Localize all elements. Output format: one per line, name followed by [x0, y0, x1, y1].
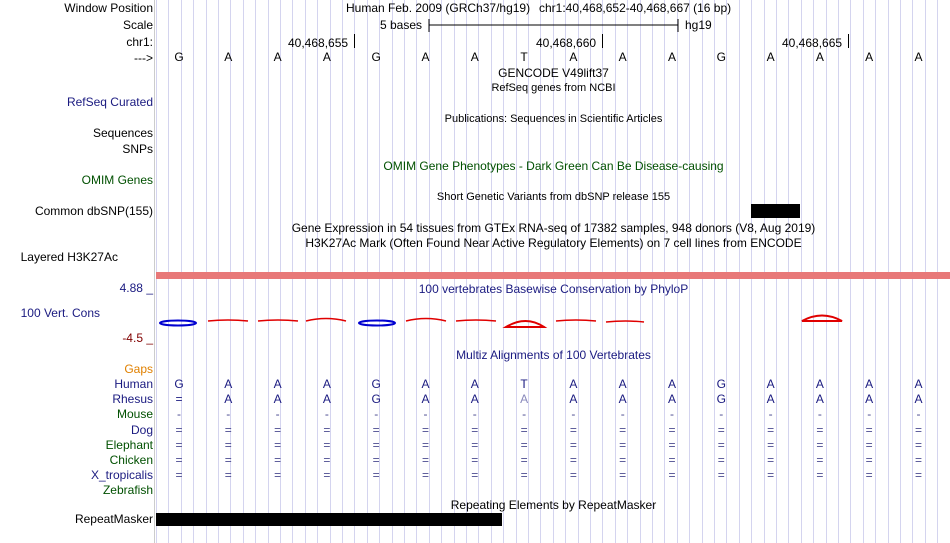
alignment-base: - — [423, 407, 428, 422]
alignment-base: = — [372, 437, 380, 452]
alignment-base: = — [816, 468, 824, 483]
alignment-base: = — [914, 453, 922, 467]
alignment-base: A — [224, 377, 233, 391]
alignment-base: = — [274, 437, 282, 452]
phylop-max: 4.88 _ — [119, 281, 153, 295]
alignment-base: A — [470, 377, 479, 391]
chrom-label[interactable]: chr1: — [126, 35, 153, 49]
alignment-base: - — [817, 407, 822, 422]
alignment-base: = — [224, 437, 232, 452]
omim-label[interactable]: OMIM Genes — [81, 173, 153, 187]
alignment-base: = — [175, 468, 183, 483]
alignment-base: = — [668, 437, 676, 452]
gencode-title[interactable]: GENCODE V49lift37 — [498, 66, 609, 80]
alignment-base: A — [224, 392, 233, 407]
alignment-base: - — [522, 407, 527, 422]
alignment-base: = — [816, 453, 824, 467]
alignment-base: = — [717, 468, 725, 483]
phylop-title: 100 vertebrates Basewise Conservation by PhyloP — [418, 282, 689, 296]
scale-text: 5 bases — [380, 18, 423, 32]
alignment-base: = — [421, 437, 429, 452]
h3k27ac-title: H3K27Ac Mark (Often Found Near Active Regulatory Elements) on 7 cell lines from ENCODE — [305, 236, 802, 250]
db-label: hg19 — [685, 18, 712, 32]
publications-title: Publications: Sequences in Scientific Articles — [444, 113, 663, 125]
alignment-base: = — [372, 453, 380, 467]
alignment-base: = — [471, 453, 479, 467]
species-label[interactable]: Rhesus — [112, 392, 153, 407]
alignment-base: = — [421, 453, 429, 467]
species-label[interactable]: Elephant — [105, 437, 153, 452]
alignment-base: A — [421, 377, 430, 391]
alignment-base: = — [569, 453, 577, 467]
omim-title: OMIM Gene Phenotypes - Dark Green Can Be Disease-causing — [383, 159, 724, 173]
alignment-base: = — [865, 437, 873, 452]
alignment-base: = — [175, 453, 183, 467]
alignment-base: = — [372, 468, 380, 483]
alignment-base: = — [619, 422, 627, 437]
sequence-base: G — [371, 50, 381, 64]
alignment-base: G — [371, 377, 381, 391]
alignment-base: = — [520, 437, 528, 452]
gtex-title: Gene Expression in 54 tissues from GTEx RNA-seq of 17382 samples, 948 donors (V8, Aug 2019) — [291, 221, 816, 235]
alignment-base: A — [766, 392, 775, 407]
alignment-base: = — [865, 453, 873, 467]
species-label[interactable]: Dog — [130, 422, 153, 437]
alignment-base: T — [520, 377, 528, 391]
alignment-base: = — [717, 422, 725, 437]
position-tick-2: 40,468,660 — [536, 36, 597, 50]
alignment-base: = — [816, 422, 824, 437]
alignment-base: - — [867, 407, 872, 422]
alignment-base: G — [371, 392, 381, 407]
alignment-base: = — [421, 422, 429, 437]
tick-mark — [354, 34, 355, 48]
alignment-base: = — [914, 468, 922, 483]
alignment-base: A — [618, 377, 627, 391]
repeat-element[interactable] — [156, 513, 502, 526]
alignment-base: = — [865, 422, 873, 437]
sequence-base: A — [569, 50, 578, 64]
alignment-base: = — [619, 437, 627, 452]
alignment-base: = — [619, 468, 627, 483]
alignment-base: = — [224, 422, 232, 437]
alignment-base: = — [175, 422, 183, 437]
alignment-base: - — [571, 407, 576, 422]
alignment-base: - — [226, 407, 231, 422]
alignment-base: = — [767, 437, 775, 452]
position-tick-3: 40,468,665 — [782, 36, 843, 50]
species-label[interactable]: X_tropicalis — [90, 468, 153, 483]
dbsnp-feature[interactable] — [751, 204, 800, 218]
alignment-base: = — [471, 422, 479, 437]
sequence-base: T — [520, 50, 528, 64]
alignment-base: = — [668, 453, 676, 467]
sequence-base: A — [667, 50, 676, 64]
alignment-base: A — [273, 392, 282, 407]
h3k27ac-signal-bar[interactable] — [156, 272, 950, 279]
alignment-base: = — [323, 453, 331, 467]
sequence-base: A — [224, 50, 233, 64]
dbsnp-label[interactable]: Common dbSNP(155) — [34, 204, 153, 218]
sequences-label[interactable]: Sequences — [92, 126, 153, 140]
alignment-base: = — [569, 437, 577, 452]
range-title[interactable]: chr1:40,468,652-40,468,667 (16 bp) — [539, 1, 732, 15]
sequence-base: A — [815, 50, 824, 64]
alignment-base: - — [670, 407, 674, 422]
alignment-base: = — [224, 453, 232, 467]
alignment-base: = — [767, 468, 775, 483]
phylop-min: -4.5 _ — [122, 331, 153, 345]
sequence-base: A — [914, 50, 923, 64]
alignment-base: = — [520, 468, 528, 483]
sequence-base: A — [273, 50, 282, 64]
alignment-base: = — [323, 422, 331, 437]
alignment-base: A — [815, 377, 824, 391]
alignment-base: = — [274, 422, 282, 437]
alignment-base: = — [816, 437, 824, 452]
alignment-base: A — [618, 392, 627, 407]
alignment-base: G — [174, 377, 184, 391]
alignment-base: A — [914, 377, 923, 391]
alignment-base: = — [767, 453, 775, 467]
species-label[interactable]: Mouse — [116, 407, 153, 422]
alignment-base: = — [274, 453, 282, 467]
position-tick-1: 40,468,655 — [288, 36, 349, 50]
assembly-title: Human Feb. 2009 (GRCh37/hg19) — [346, 1, 531, 15]
alignment-base: = — [274, 468, 282, 483]
alignment-base: A — [865, 392, 874, 407]
alignment-base: = — [767, 422, 775, 437]
alignment-base: - — [324, 407, 329, 422]
alignment-base: A — [766, 377, 775, 391]
alignment-base: = — [175, 437, 183, 452]
sequence-base: A — [865, 50, 874, 64]
alignment-base: A — [914, 392, 923, 407]
tick-mark — [848, 34, 849, 48]
alignment-base: = — [865, 468, 873, 483]
alignment-base: - — [374, 407, 379, 422]
repeatmasker-label[interactable]: RepeatMasker — [74, 512, 153, 526]
alignment-base: = — [668, 468, 676, 483]
cons-label[interactable]: 100 Vert. Cons — [20, 306, 100, 320]
alignment-base: = — [323, 437, 331, 452]
scale-bar — [428, 17, 680, 33]
label-divider — [154, 0, 155, 543]
alignment-base: A — [273, 377, 282, 391]
alignment-base: = — [471, 437, 479, 452]
sequence-base: A — [618, 50, 627, 64]
alignment-base: - — [275, 407, 280, 422]
alignment-base: = — [520, 422, 528, 437]
alignment-base: - — [177, 407, 181, 422]
alignment-base: A — [667, 392, 676, 407]
repeat-title: Repeating Elements by RepeatMasker — [450, 498, 657, 512]
alignment-base: - — [768, 407, 773, 422]
scale-label[interactable]: Scale — [122, 18, 153, 32]
alignment-base: = — [175, 392, 183, 407]
alignment-base: = — [323, 468, 331, 483]
alignment-base: = — [668, 422, 676, 437]
alignment-base: = — [224, 468, 232, 483]
alignment-base: = — [569, 422, 577, 437]
species-label[interactable]: Zebrafish — [102, 483, 153, 498]
alignment-base: A — [322, 392, 331, 407]
sequence-base: A — [766, 50, 775, 64]
alignment-base: = — [619, 453, 627, 467]
refseq-label[interactable]: RefSeq Curated — [66, 95, 153, 109]
alignment-base: - — [916, 407, 921, 422]
alignment-base: = — [569, 468, 577, 483]
sequence-base: A — [421, 50, 430, 64]
dbsnp-title: Short Genetic Variants from dbSNP release 155 — [436, 191, 671, 203]
h3k27ac-label[interactable]: Layered H3K27Ac — [20, 250, 118, 264]
snps-label[interactable]: SNPs — [122, 142, 153, 156]
alignment-base: A — [421, 392, 430, 407]
multiz-title: Multiz Alignments of 100 Vertebrates — [456, 348, 651, 362]
alignment-base: A — [569, 377, 578, 391]
alignment-base: A — [470, 392, 479, 407]
sequence-base: G — [716, 50, 726, 64]
strand-label[interactable]: ---> — [134, 51, 153, 65]
alignment-base: = — [372, 422, 380, 437]
alignment-base: = — [914, 437, 922, 452]
alignment-base: A — [865, 377, 874, 391]
alignment-base: A — [667, 377, 676, 391]
phylop-track[interactable] — [156, 310, 950, 334]
sequence-base: G — [174, 50, 184, 64]
species-label[interactable]: Chicken — [109, 453, 153, 467]
refseq-subtitle: RefSeq genes from NCBI — [491, 82, 616, 94]
alignment-base: A — [569, 392, 578, 407]
sequence-base: A — [322, 50, 331, 64]
alignment-base: - — [472, 407, 477, 422]
alignment-base: = — [471, 468, 479, 483]
window-position-label[interactable]: Window Position — [64, 1, 153, 15]
alignment-base: A — [815, 392, 824, 407]
alignment-base: - — [719, 407, 724, 422]
sequence-base: A — [470, 50, 479, 64]
alignment-base: - — [620, 407, 625, 422]
alignment-base: A — [520, 392, 529, 407]
alignment-base: = — [717, 453, 725, 467]
species-label[interactable]: Human — [114, 377, 153, 391]
alignment-base: G — [716, 392, 726, 407]
alignment-base: = — [717, 437, 725, 452]
alignment-base: = — [520, 453, 528, 467]
gaps-label[interactable]: Gaps — [124, 362, 153, 376]
alignment-base: A — [322, 377, 331, 391]
alignment-base: = — [421, 468, 429, 483]
alignment-base: G — [716, 377, 726, 391]
alignment-base: = — [914, 422, 922, 437]
tick-mark — [602, 34, 603, 48]
